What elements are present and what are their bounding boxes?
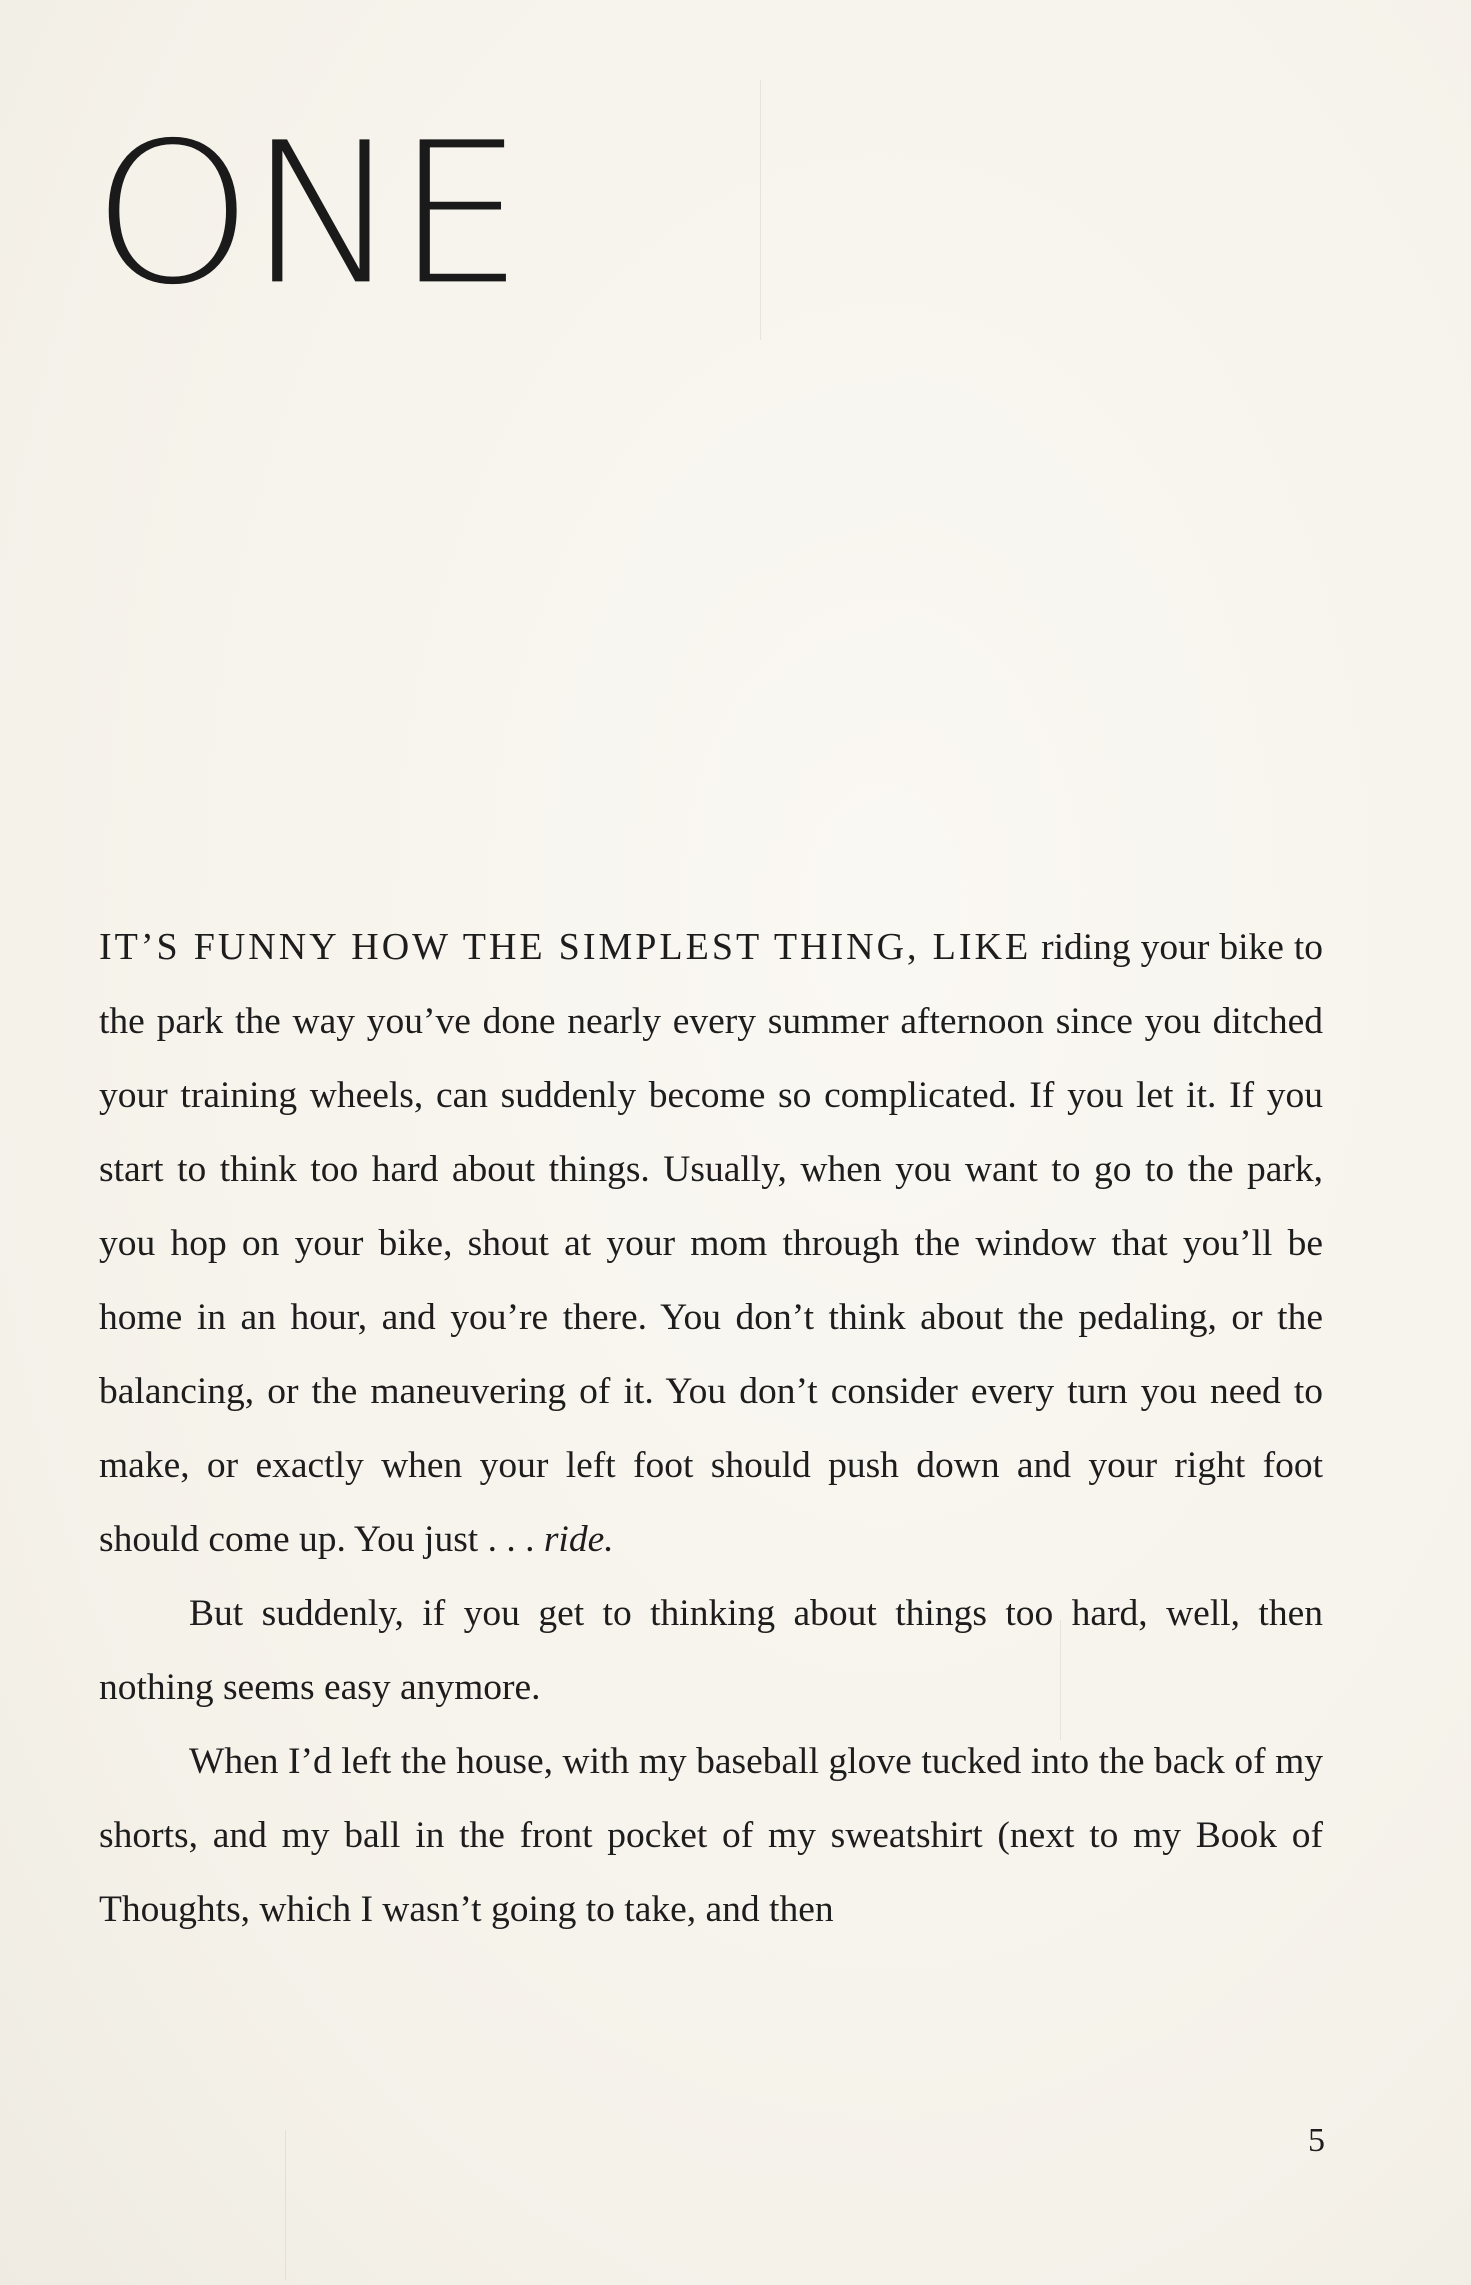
opening-small-caps: IT’S FUNNY HOW THE SIMPLEST THING, LIKE	[99, 926, 1032, 968]
paragraph-3: When I’d left the house, with my baseball glove tucked into the back of my shorts, and my ball in the front pocket of my sweatshirt (next to my Book of Thoughts, which I wasn’t going to take, and then	[99, 1741, 1323, 1930]
page-number: 5	[1308, 2122, 1325, 2159]
page-crease	[285, 2130, 286, 2280]
paragraph-1-text: riding your bike to the park the way you’ve done nearly every summer afternoon since you ditched your training wheels, can suddenly become so complicated. If you let it. If you start to think too hard about things. Usually, when you want to go to the park, you hop on your bike, shout at your mom through the window that you’ll be home in an hour, and you’re there. You don’t think about the pedaling, or the balancing, or the maneuvering of it. You don’t consider every turn you need to make, or exactly when your left foot should push down and your right foot should come up. You just . . .	[99, 927, 1323, 1560]
body-text	[99, 910, 1323, 1947]
chapter-title: ONE	[92, 101, 519, 328]
paragraph-1	[99, 910, 1323, 1577]
page-crease	[760, 80, 761, 340]
paragraph-2: But suddenly, if you get to thinking about things too hard, well, then nothing seems easy anymore.	[99, 1593, 1323, 1708]
emphasis-text: ride.	[543, 1519, 614, 1560]
